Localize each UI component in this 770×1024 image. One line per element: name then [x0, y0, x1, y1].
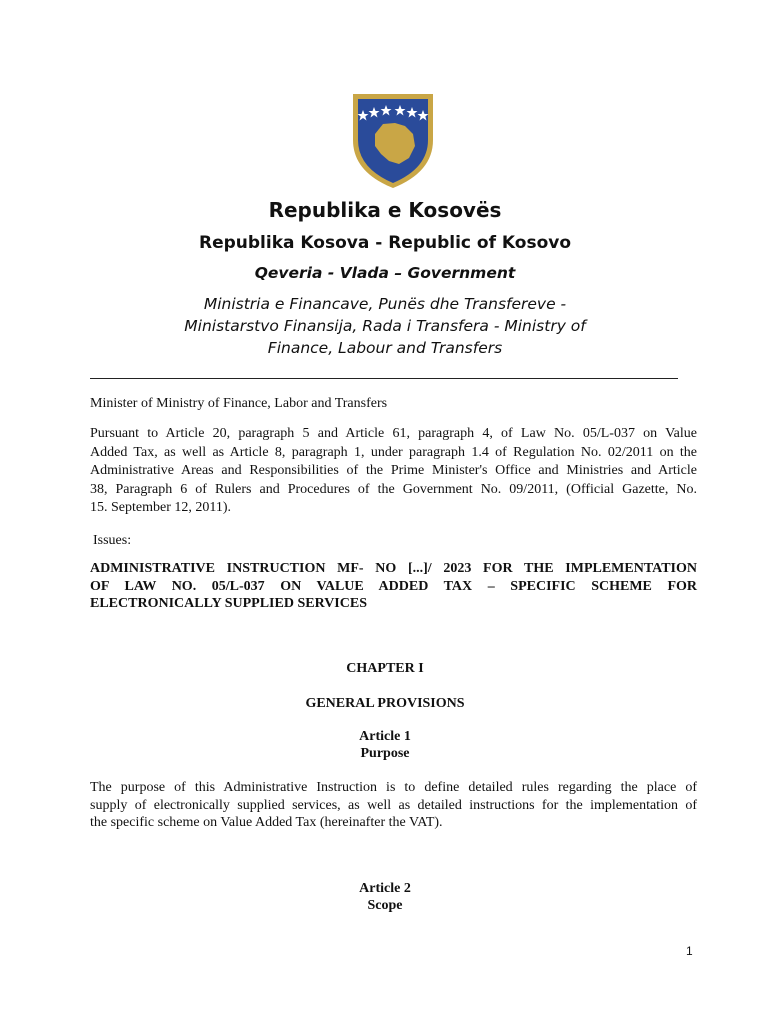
ministry-line: Finance, Labour and Transfers	[267, 339, 503, 357]
paragraph-line: 15. September 12, 2011).	[90, 500, 232, 516]
instruction-title-line: ADMINISTRATIVE INSTRUCTION MF- NO [...]/ 2023 FOR THE IMPLEMENTATION	[90, 561, 697, 576]
paragraph-line: 38, Paragraph 6 of Rulers and Procedures of the Government No. 09/2011, (Official Gazette, No.	[90, 481, 697, 497]
paragraph-line: Administrative Areas and Responsibilities of the Prime Minister's Office and Ministries and Article	[90, 463, 697, 479]
article-title: Scope	[367, 898, 403, 913]
article-heading: Article 1	[359, 729, 411, 744]
instruction-title-line: OF LAW NO. 05/L-037 ON VALUE ADDED TAX – SPECIFIC SCHEME FOR	[90, 578, 697, 594]
ministry-line: Ministria e Financave, Punës dhe Transfereve -	[203, 295, 567, 313]
pursuant-paragraph	[90, 425, 697, 518]
paragraph-line: Pursuant to Article 20, paragraph 5 and Article 61, paragraph 4, of Law No. 05/L-037 on Value	[90, 426, 697, 441]
instruction-title-line: ELECTRONICALLY SUPPLIED SERVICES	[90, 596, 367, 611]
document-title: Republika e Kosovës	[268, 198, 502, 222]
section-heading: GENERAL PROVISIONS	[305, 696, 465, 711]
article-heading: Article 2	[359, 881, 411, 896]
paragraph-line: the specific scheme on Value Added Tax (hereinafter the VAT).	[90, 815, 443, 830]
minister-line: Minister of Ministry of Finance, Labor and Transfers	[90, 396, 388, 411]
paragraph-line: supply of electronically supplied services, as well as detailed instructions for the implementation of	[90, 797, 697, 813]
article-title: Purpose	[360, 746, 410, 761]
paragraph-line: The purpose of this Administrative Instruction is to define detailed rules regarding the place of	[90, 780, 697, 795]
government-line: Qeveria - Vlada – Government	[254, 264, 516, 282]
instruction-title	[90, 560, 697, 613]
issues-label: Issues:	[93, 533, 132, 548]
paragraph-line: Added Tax, as well as Article 8, paragraph 1, under paragraph 1.4 of Regulation No. 02/2011 on the	[90, 444, 697, 460]
chapter-heading: CHAPTER I	[346, 661, 424, 676]
ministry-name	[0, 293, 770, 359]
kosovo-coat-of-arms-icon	[351, 90, 435, 190]
ministry-line: Ministarstvo Finansija, Rada i Transfera - Ministry of	[184, 317, 586, 335]
header-divider	[90, 378, 678, 379]
page-number: 1	[686, 944, 693, 958]
purpose-paragraph	[90, 779, 697, 832]
document-subtitle: Republika Kosova - Republic of Kosovo	[198, 233, 572, 253]
